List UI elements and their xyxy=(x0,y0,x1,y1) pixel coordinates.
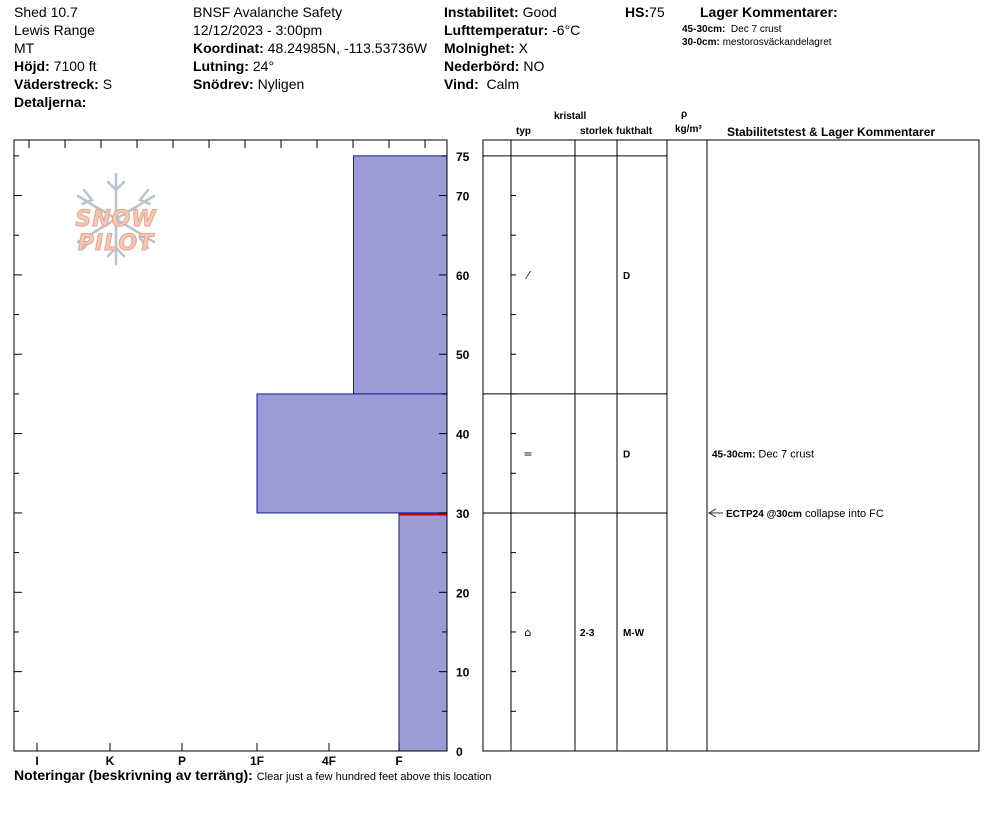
precip-value: NO xyxy=(523,58,545,74)
drift-label: Snödrev: xyxy=(193,76,254,92)
col-header-stability: Stabilitetstest & Lager Kommentarer xyxy=(727,125,936,139)
notes-label: Noteringar (beskrivning av terräng): xyxy=(14,767,253,783)
moisture-value: D xyxy=(623,449,631,461)
state-name: MT xyxy=(14,40,35,56)
hardness-bar xyxy=(354,156,448,394)
col-header-crystal: kristall xyxy=(554,111,587,122)
height-tick-label: 30 xyxy=(456,506,470,521)
sky-label: Molnighet: xyxy=(444,40,515,56)
layer-comments-title: Lager Kommentarer: xyxy=(700,4,838,20)
range-name: Lewis Range xyxy=(14,22,95,38)
height-tick-label: 75 xyxy=(456,149,470,164)
coordinates-label: Koordinat: xyxy=(193,40,264,56)
height-tick-label: 60 xyxy=(456,268,470,283)
layer-table-frame xyxy=(483,140,979,751)
drift-value: Nyligen xyxy=(257,76,305,92)
height-tick-label: 10 xyxy=(456,665,470,680)
hardness-bar xyxy=(257,394,447,513)
elevation-value: 7100 ft xyxy=(53,58,97,74)
col-header-size: storlek xyxy=(580,126,613,137)
height-tick-label: 40 xyxy=(456,427,470,442)
instability-value: Good xyxy=(522,4,557,20)
grain-type-symbol: ⁄ xyxy=(527,268,529,282)
wind-value: Calm xyxy=(486,76,520,92)
snowpilot-wordmark: SNOW PILOT xyxy=(75,207,157,256)
height-tick-label: 70 xyxy=(456,189,470,204)
wind-label: Vind: xyxy=(444,76,479,92)
coordinates-value: 48.24985N, -113.53736W xyxy=(267,40,427,56)
grain-type-symbol: = xyxy=(523,447,533,461)
aspect-label: Väderstreck: xyxy=(14,76,99,92)
height-tick-label: 50 xyxy=(456,348,470,363)
air-temp-value: -6°C xyxy=(552,22,581,38)
hardness-bar xyxy=(399,513,447,751)
slope-value: 24° xyxy=(252,58,275,74)
elevation-label: Höjd: xyxy=(14,58,50,74)
site-name: Shed 10.7 xyxy=(14,4,78,20)
instability-label: Instabilitet: xyxy=(444,4,519,20)
moisture-value: M-W xyxy=(623,627,645,639)
hs-label: HS: xyxy=(625,4,650,20)
hardness-tick-label: K xyxy=(105,754,115,768)
sky-value: X xyxy=(518,40,528,56)
layer-comment-range: 30-0cm: xyxy=(682,37,720,48)
height-tick-label: 20 xyxy=(456,586,470,601)
col-header-density-symbol: ρ xyxy=(681,109,688,120)
hs-value: 75 xyxy=(649,4,665,20)
layer-comment-range: 45-30cm: xyxy=(682,24,726,35)
col-header-density-unit: kg/m³ xyxy=(675,124,702,135)
air-temp-label: Lufttemperatur: xyxy=(444,22,549,38)
height-tick-label: 0 xyxy=(456,745,463,759)
grain-size-value: 2-3 xyxy=(580,627,595,639)
layer-comment-text: Dec 7 crust xyxy=(730,24,782,35)
snowpilot-logo xyxy=(38,170,194,268)
col-header-type: typ xyxy=(516,126,531,137)
notes-value: Clear just a few hundred feet above this location xyxy=(256,771,492,783)
stability-layer-comment: 45-30cm: Dec 7 crust xyxy=(712,448,815,461)
moisture-value: D xyxy=(623,270,631,282)
precip-label: Nederbörd: xyxy=(444,58,520,74)
hardness-tick-label: F xyxy=(395,754,403,768)
grain-type-symbol: ⌂ xyxy=(524,625,532,639)
layer-comment-text: mestorosväckandelagret xyxy=(722,37,832,48)
details-label: Detaljerna: xyxy=(14,94,87,110)
stability-test-label: ECTP24 @30cm collapse into FC xyxy=(726,507,884,520)
notes-row xyxy=(14,767,492,784)
hardness-tick-label: 4F xyxy=(321,754,337,768)
observation-datetime: 12/12/2023 - 3:00pm xyxy=(193,22,323,38)
organization: BNSF Avalanche Safety xyxy=(193,4,343,20)
aspect-value: S xyxy=(102,76,113,92)
col-header-moisture: fukthalt xyxy=(616,126,653,137)
hardness-tick-label: P xyxy=(177,754,187,768)
hardness-tick-label: I xyxy=(35,754,39,768)
slope-label: Lutning: xyxy=(193,58,249,74)
hardness-tick-label: 1F xyxy=(249,754,265,768)
